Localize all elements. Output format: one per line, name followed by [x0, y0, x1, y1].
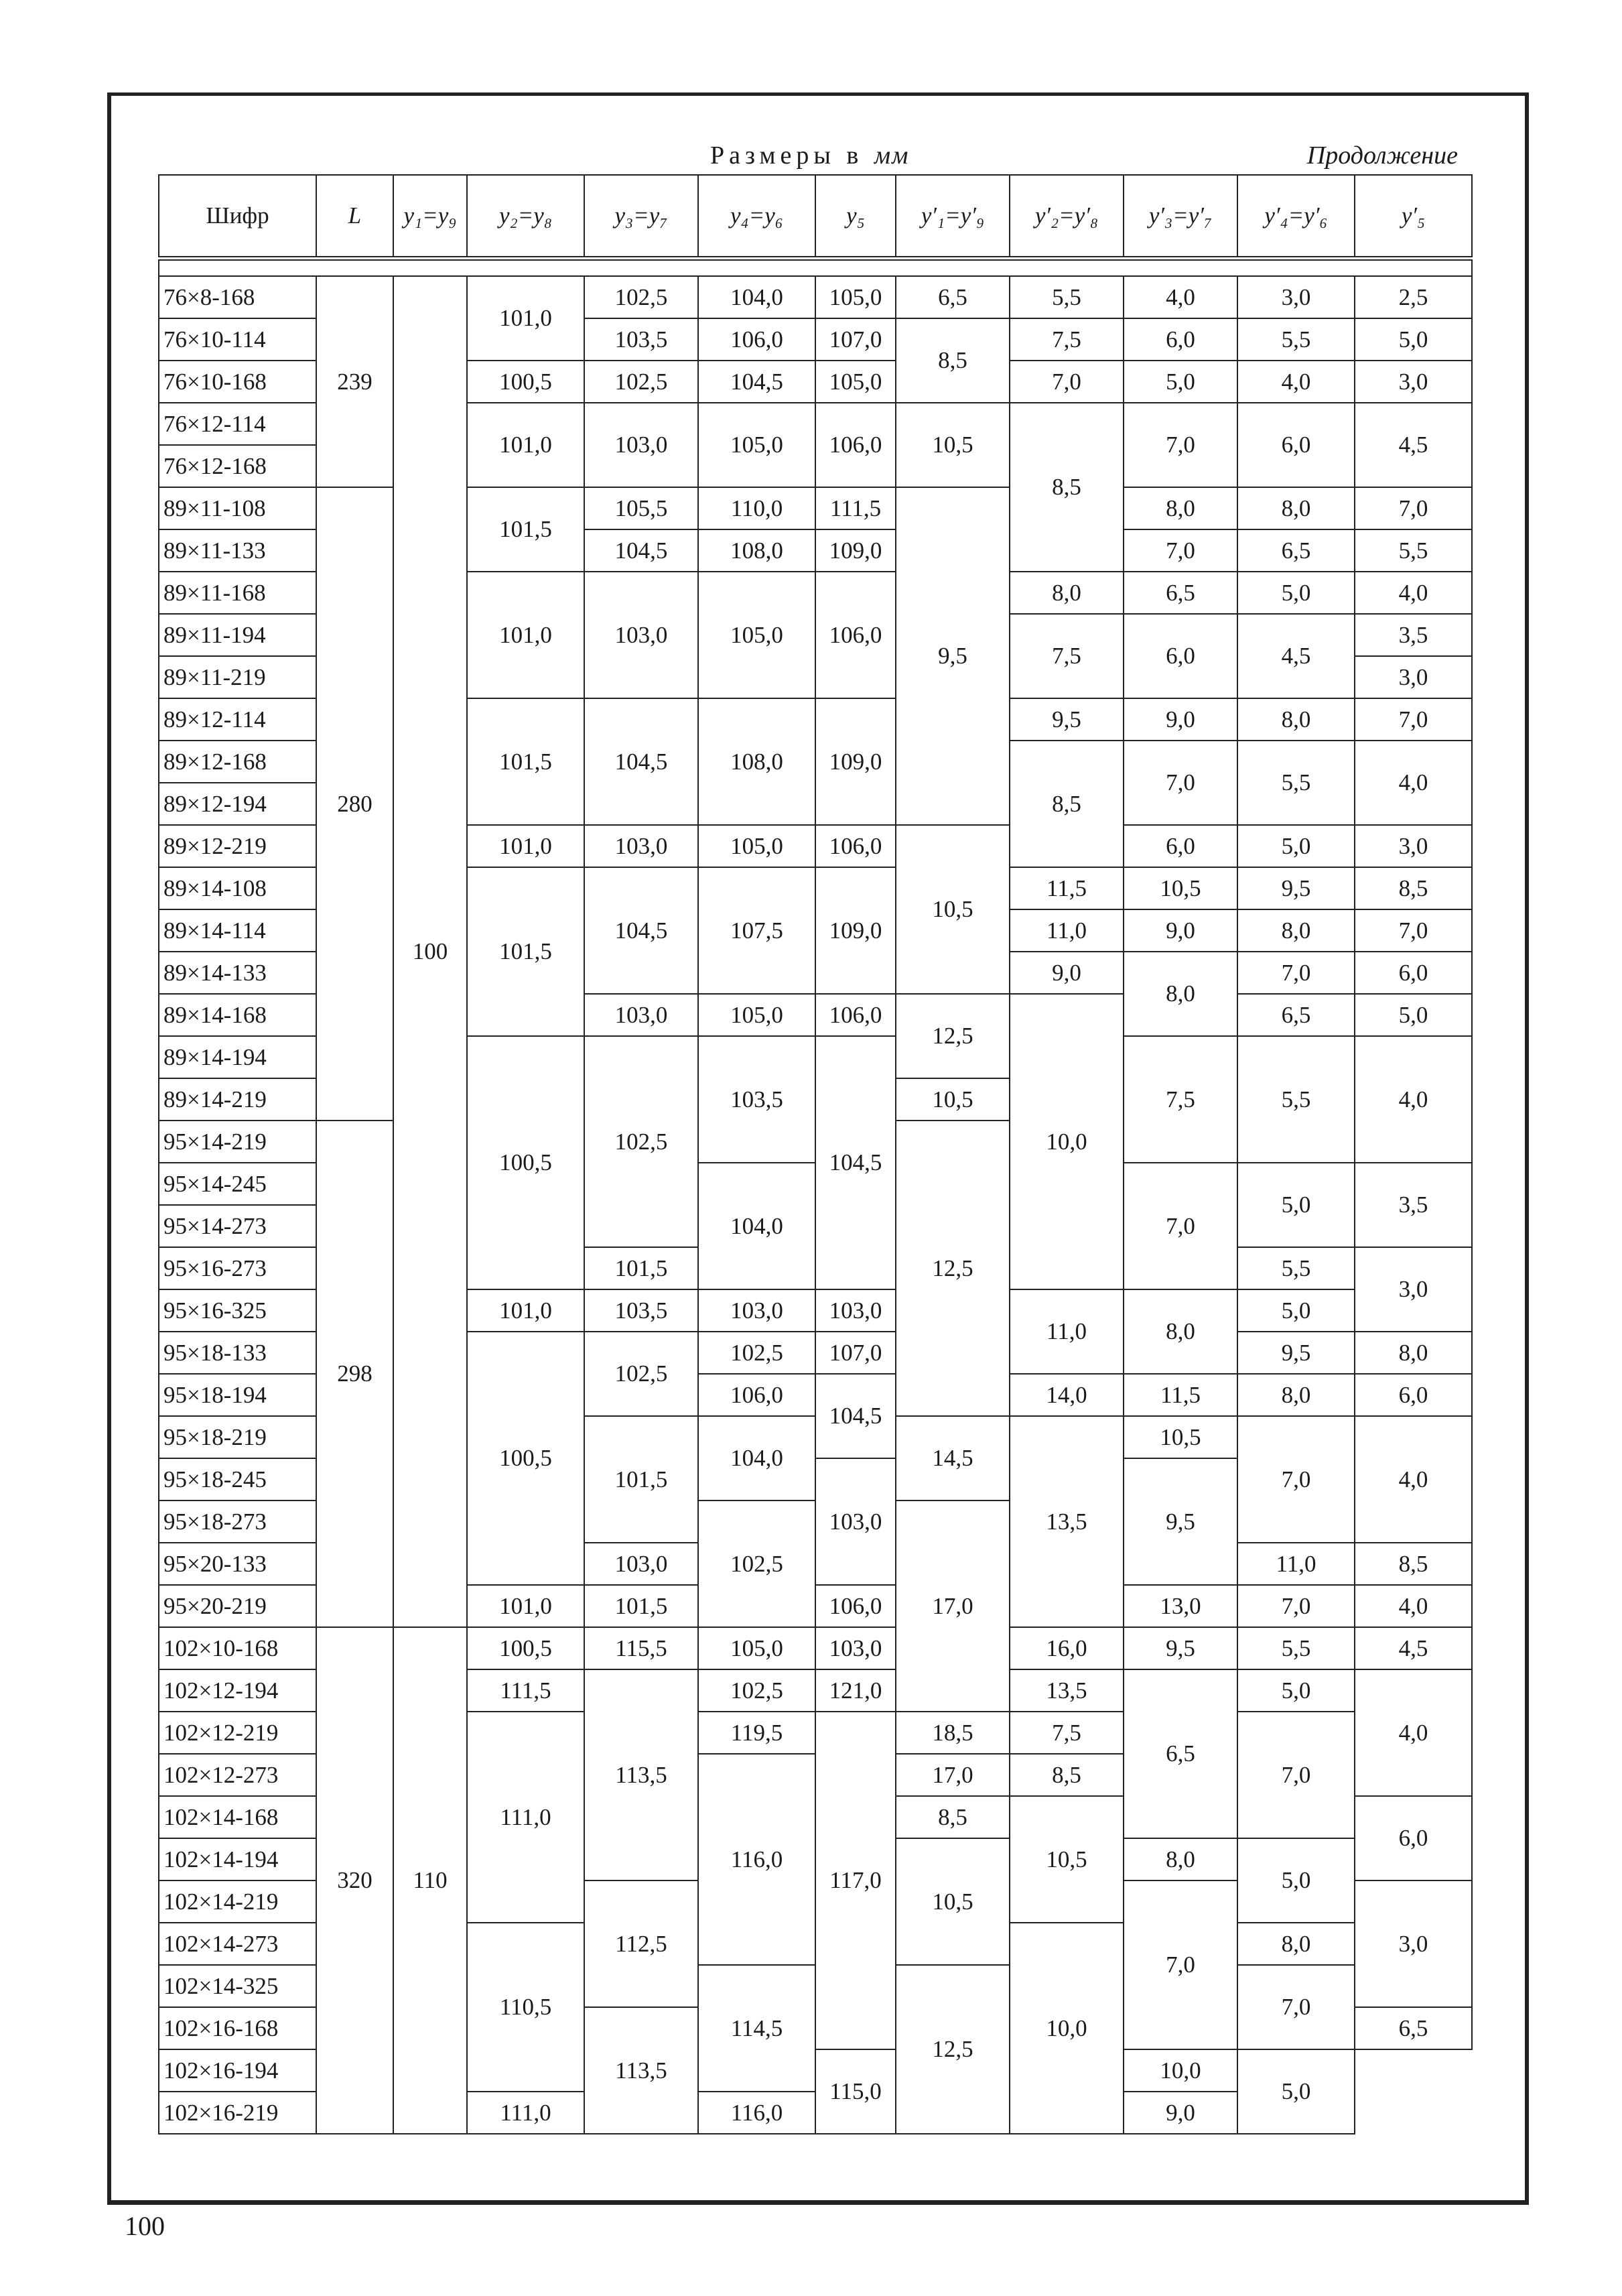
caption-prefix: Размеры в: [710, 141, 874, 170]
table-caption: [710, 141, 909, 170]
cell-yp5: 4,0: [1355, 1416, 1472, 1543]
cell-yp5: 3,0: [1355, 1880, 1472, 2007]
cell-y2-y8: 111,5: [467, 1669, 584, 1712]
cell-y5: 103,0: [815, 1458, 896, 1585]
col-y2-y8: y₂=y₈: [467, 175, 584, 259]
cell-y4-y6: 119,5: [698, 1712, 815, 1754]
cell-y4-y6: 104,0: [698, 276, 815, 318]
cell-y2-y8: 100,5: [467, 1627, 584, 1669]
cell-yp2-yp8: 14,0: [1010, 1374, 1124, 1416]
cell-yp3-yp7: 11,5: [1124, 1374, 1237, 1416]
cell-L: 320: [316, 1627, 393, 2134]
cell-y2-y8: 101,0: [467, 1585, 584, 1627]
cell-yp3-yp7: 6,5: [1124, 1669, 1237, 1838]
cell-yp2-yp8: 5,5: [1010, 276, 1124, 318]
cell-y5: 105,0: [815, 276, 896, 318]
cell-yp3-yp7: 6,5: [1124, 572, 1237, 614]
cell-yp4-yp6: 5,0: [1237, 572, 1355, 614]
cell-y1-y9: 100: [393, 276, 467, 1627]
cell-y2-y8: 101,0: [467, 825, 584, 867]
cell-code: 89×12-168: [159, 741, 316, 783]
header-spacer: [159, 259, 1472, 277]
cell-yp4-yp6: 5,5: [1237, 1247, 1355, 1289]
cell-yp4-yp6: 5,0: [1237, 825, 1355, 867]
cell-yp4-yp6: 5,0: [1237, 1669, 1355, 1712]
cell-code: 89×14-194: [159, 1036, 316, 1078]
cell-L: 280: [316, 487, 393, 1121]
cell-yp5: 7,0: [1355, 909, 1472, 952]
col-y3-y7: y₃=y₇: [584, 175, 698, 259]
cell-y2-y8: 111,0: [467, 1712, 584, 1923]
table-row: [159, 1627, 1472, 1669]
cell-yp4-yp6: 7,0: [1237, 1712, 1355, 1838]
cell-yp5: 6,0: [1355, 1374, 1472, 1416]
cell-yp5: 6,5: [1355, 2007, 1472, 2049]
cell-yp3-yp7: 8,0: [1124, 952, 1237, 1036]
cell-yp2-yp8: 8,0: [1010, 572, 1124, 614]
cell-yp2-yp8: 10,5: [1010, 1796, 1124, 1923]
cell-y3-y7: 112,5: [584, 1880, 698, 2007]
cell-yp5: 3,0: [1355, 825, 1472, 867]
cell-yp2-yp8: 7,5: [1010, 318, 1124, 361]
cell-y3-y7: 104,5: [584, 698, 698, 825]
cell-y2-y8: 101,5: [467, 698, 584, 825]
cell-y4-y6: 102,5: [698, 1332, 815, 1374]
cell-code: 76×12-168: [159, 445, 316, 487]
cell-y5: 121,0: [815, 1669, 896, 1712]
cell-code: 89×14-114: [159, 909, 316, 952]
cell-code: 95×18-219: [159, 1416, 316, 1458]
cell-yp3-yp7: 7,0: [1124, 1880, 1237, 2049]
cell-y2-y8: 100,5: [467, 1036, 584, 1289]
cell-y5: 111,5: [815, 487, 896, 529]
cell-code: 95×14-219: [159, 1121, 316, 1163]
col-yp4-yp6: y′₄=y′₆: [1237, 175, 1355, 259]
cell-y5: 109,0: [815, 867, 896, 994]
page-number: 100: [125, 2211, 165, 2241]
cell-yp5: 4,5: [1355, 1627, 1472, 1669]
cell-code: 89×14-219: [159, 1078, 316, 1121]
cell-code: 95×20-219: [159, 1585, 316, 1627]
cell-yp2-yp8: 11,0: [1010, 909, 1124, 952]
cell-code: 102×12-273: [159, 1754, 316, 1796]
cell-yp3-yp7: 9,0: [1124, 698, 1237, 741]
cell-yp4-yp6: 8,0: [1237, 698, 1355, 741]
cell-yp4-yp6: 6,5: [1237, 529, 1355, 572]
cell-y3-y7: 105,5: [584, 487, 698, 529]
cell-y3-y7: 103,0: [584, 403, 698, 487]
cell-code: 95×14-245: [159, 1163, 316, 1205]
cell-code: 102×16-194: [159, 2049, 316, 2092]
cell-y3-y7: 103,0: [584, 994, 698, 1036]
cell-yp4-yp6: 7,0: [1237, 1965, 1355, 2049]
cell-yp5: 3,0: [1355, 656, 1472, 698]
cell-y5: 104,5: [815, 1036, 896, 1289]
cell-yp4-yp6: 8,0: [1237, 487, 1355, 529]
cell-yp5: 4,5: [1355, 403, 1472, 487]
col-code: Шифр: [159, 175, 316, 259]
cell-y4-y6: 116,0: [698, 1754, 815, 1965]
cell-y2-y8: 100,5: [467, 361, 584, 403]
cell-yp4-yp6: 8,0: [1237, 909, 1355, 952]
cell-y5: 106,0: [815, 403, 896, 487]
cell-yp4-yp6: 11,0: [1237, 1543, 1355, 1585]
cell-yp2-yp8: 11,5: [1010, 867, 1124, 909]
cell-yp4-yp6: 5,5: [1237, 1627, 1355, 1669]
cell-code: 95×18-273: [159, 1501, 316, 1543]
cell-y3-y7: 103,5: [584, 318, 698, 361]
cell-y2-y8: 101,5: [467, 487, 584, 572]
cell-code: 89×11-219: [159, 656, 316, 698]
cell-yp2-yp8: 9,5: [1010, 698, 1124, 741]
col-y5: y₅: [815, 175, 896, 259]
table-body: [159, 259, 1472, 2134]
cell-yp1-yp9: 17,0: [896, 1754, 1010, 1796]
cell-yp3-yp7: 9,0: [1124, 2092, 1237, 2134]
cell-y3-y7: 102,5: [584, 1332, 698, 1416]
cell-y3-y7: 101,5: [584, 1247, 698, 1289]
cell-y2-y8: 101,0: [467, 276, 584, 361]
cell-y2-y8: 101,5: [467, 867, 584, 1036]
cell-code: 95×16-325: [159, 1289, 316, 1332]
cell-y3-y7: 102,5: [584, 276, 698, 318]
cell-y4-y6: 104,5: [698, 361, 815, 403]
continued-label: Продолжение: [1306, 141, 1458, 170]
cell-yp4-yp6: 6,5: [1237, 994, 1355, 1036]
cell-y4-y6: 105,0: [698, 572, 815, 698]
cell-yp3-yp7: 10,5: [1124, 1416, 1237, 1458]
cell-y5: 106,0: [815, 1585, 896, 1627]
cell-code: 95×20-133: [159, 1543, 316, 1585]
cell-y5: 106,0: [815, 572, 896, 698]
cell-yp4-yp6: 3,0: [1237, 276, 1355, 318]
cell-yp4-yp6: 5,0: [1237, 1163, 1355, 1247]
cell-yp3-yp7: 8,0: [1124, 1838, 1237, 1880]
cell-yp3-yp7: 9,5: [1124, 1627, 1237, 1669]
cell-yp3-yp7: 7,5: [1124, 1036, 1237, 1163]
header-row: [159, 175, 1472, 259]
cell-y2-y8: 101,0: [467, 1289, 584, 1332]
cell-code: 89×14-133: [159, 952, 316, 994]
cell-yp4-yp6: 8,0: [1237, 1923, 1355, 1965]
cell-yp5: 6,0: [1355, 952, 1472, 994]
cell-yp4-yp6: 4,5: [1237, 614, 1355, 698]
cell-y4-y6: 102,5: [698, 1669, 815, 1712]
cell-y2-y8: 111,0: [467, 2092, 584, 2134]
cell-yp4-yp6: 9,5: [1237, 867, 1355, 909]
cell-code: 102×14-168: [159, 1796, 316, 1838]
cell-yp5: 3,5: [1355, 614, 1472, 656]
col-yp3-yp7: y′₃=y′₇: [1124, 175, 1237, 259]
cell-yp1-yp9: 8,5: [896, 1796, 1010, 1838]
cell-yp2-yp8: 9,0: [1010, 952, 1124, 994]
cell-code: 89×12-114: [159, 698, 316, 741]
cell-y5: 103,0: [815, 1289, 896, 1332]
cell-y3-y7: 113,5: [584, 1669, 698, 1880]
col-yp2-yp8: y′₂=y′₈: [1010, 175, 1124, 259]
cell-y4-y6: 102,5: [698, 1501, 815, 1627]
cell-y4-y6: 103,5: [698, 1036, 815, 1163]
cell-code: 102×12-194: [159, 1669, 316, 1712]
cell-yp5: 7,0: [1355, 487, 1472, 529]
cell-yp3-yp7: 7,0: [1124, 529, 1237, 572]
cell-y4-y6: 105,0: [698, 825, 815, 867]
table-row: [159, 487, 1472, 529]
cell-y3-y7: 101,5: [584, 1585, 698, 1627]
table-row: [159, 276, 1472, 318]
cell-yp3-yp7: 6,0: [1124, 318, 1237, 361]
dimensions-table: [158, 174, 1473, 2134]
cell-code: 76×8-168: [159, 276, 316, 318]
cell-yp2-yp8: 11,0: [1010, 1289, 1124, 1374]
cell-y3-y7: 104,5: [584, 867, 698, 994]
cell-yp2-yp8: 8,5: [1010, 741, 1124, 867]
cell-yp1-yp9: 10,5: [896, 825, 1010, 994]
cell-y4-y6: 105,0: [698, 1627, 815, 1669]
cell-yp3-yp7: 7,0: [1124, 403, 1237, 487]
cell-y4-y6: 108,0: [698, 698, 815, 825]
cell-y3-y7: 115,5: [584, 1627, 698, 1669]
cell-code: 95×16-273: [159, 1247, 316, 1289]
cell-yp5: 4,0: [1355, 1669, 1472, 1796]
cell-yp4-yp6: 5,0: [1237, 1289, 1355, 1332]
cell-y5: 109,0: [815, 698, 896, 825]
cell-y4-y6: 104,0: [698, 1163, 815, 1289]
cell-yp2-yp8: 7,5: [1010, 614, 1124, 698]
cell-code: 102×14-219: [159, 1880, 316, 1923]
cell-y4-y6: 104,0: [698, 1416, 815, 1501]
cell-yp5: 8,5: [1355, 867, 1472, 909]
cell-y4-y6: 105,0: [698, 403, 815, 487]
cell-code: 89×14-108: [159, 867, 316, 909]
cell-yp2-yp8: 13,5: [1010, 1669, 1124, 1712]
cell-yp4-yp6: 5,5: [1237, 318, 1355, 361]
cell-yp4-yp6: 7,0: [1237, 952, 1355, 994]
cell-y4-y6: 107,5: [698, 867, 815, 994]
cell-y2-y8: 110,5: [467, 1923, 584, 2092]
cell-y5: 107,0: [815, 318, 896, 361]
cell-yp3-yp7: 9,0: [1124, 909, 1237, 952]
cell-code: 95×18-133: [159, 1332, 316, 1374]
cell-y3-y7: 104,5: [584, 529, 698, 572]
cell-code: 76×10-168: [159, 361, 316, 403]
cell-y4-y6: 106,0: [698, 1374, 815, 1416]
cell-yp1-yp9: 10,5: [896, 1838, 1010, 1965]
cell-yp3-yp7: 6,0: [1124, 825, 1237, 867]
col-y1-y9: y₁=y₉: [393, 175, 467, 259]
cell-y4-y6: 105,0: [698, 994, 815, 1036]
cell-y4-y6: 116,0: [698, 2092, 815, 2134]
cell-yp5: 6,0: [1355, 1796, 1472, 1880]
cell-code: 89×11-168: [159, 572, 316, 614]
cell-yp2-yp8: 13,5: [1010, 1416, 1124, 1627]
cell-yp3-yp7: 7,0: [1124, 1163, 1237, 1289]
cell-code: 102×14-273: [159, 1923, 316, 1965]
cell-yp3-yp7: 8,0: [1124, 1289, 1237, 1374]
cell-yp3-yp7: 5,0: [1124, 361, 1237, 403]
cell-code: 89×11-194: [159, 614, 316, 656]
cell-yp1-yp9: 9,5: [896, 487, 1010, 825]
cell-y5: 109,0: [815, 529, 896, 572]
cell-yp3-yp7: 10,0: [1124, 2049, 1237, 2092]
cell-y5: 107,0: [815, 1332, 896, 1374]
cell-y3-y7: 102,5: [584, 361, 698, 403]
cell-code: 102×14-325: [159, 1965, 316, 2007]
cell-yp1-yp9: 17,0: [896, 1501, 1010, 1712]
cell-yp5: 4,0: [1355, 572, 1472, 614]
cell-yp2-yp8: 7,0: [1010, 361, 1124, 403]
cell-yp4-yp6: 5,5: [1237, 1036, 1355, 1163]
cell-yp1-yp9: 12,5: [896, 1965, 1010, 2134]
col-y4-y6: y₄=y₆: [698, 175, 815, 259]
cell-yp3-yp7: 8,0: [1124, 487, 1237, 529]
caption-unit: мм: [874, 141, 910, 170]
cell-yp4-yp6: 7,0: [1237, 1416, 1355, 1543]
cell-code: 102×16-168: [159, 2007, 316, 2049]
cell-yp1-yp9: 10,5: [896, 1078, 1010, 1121]
cell-code: 102×16-219: [159, 2092, 316, 2134]
cell-y5: 106,0: [815, 994, 896, 1036]
cell-code: 76×10-114: [159, 318, 316, 361]
cell-yp5: 4,0: [1355, 741, 1472, 825]
cell-yp3-yp7: 10,5: [1124, 867, 1237, 909]
cell-yp4-yp6: 6,0: [1237, 403, 1355, 487]
cell-yp5: 5,5: [1355, 529, 1472, 572]
cell-yp3-yp7: 6,0: [1124, 614, 1237, 698]
cell-yp5: 5,0: [1237, 2049, 1355, 2134]
cell-yp4-yp6: 5,0: [1237, 1838, 1355, 1923]
cell-y3-y7: 103,5: [584, 1289, 698, 1332]
cell-yp2-yp8: 10,0: [1010, 1923, 1124, 2134]
cell-code: 89×11-133: [159, 529, 316, 572]
cell-y3-y7: 113,5: [584, 2007, 698, 2134]
col-yp5: y′₅: [1355, 175, 1472, 259]
cell-code: 89×12-219: [159, 825, 316, 867]
cell-yp1-yp9: 14,5: [896, 1416, 1010, 1501]
cell-y3-y7: 102,5: [584, 1036, 698, 1247]
cell-L: 298: [316, 1121, 393, 1627]
cell-y1-y9: 110: [393, 1627, 467, 2134]
cell-yp2-yp8: 7,5: [1010, 1712, 1124, 1754]
cell-code: 102×14-194: [159, 1838, 316, 1880]
cell-yp2-yp8: 10,0: [1010, 994, 1124, 1289]
cell-yp5: 2,5: [1355, 276, 1472, 318]
cell-code: 89×11-108: [159, 487, 316, 529]
cell-yp4-yp6: 4,0: [1237, 361, 1355, 403]
cell-yp3-yp7: 4,0: [1124, 276, 1237, 318]
cell-y3-y7: 103,0: [584, 1543, 698, 1585]
cell-yp3-yp7: 9,5: [1124, 1458, 1237, 1585]
cell-yp1-yp9: 12,5: [896, 1121, 1010, 1416]
cell-y4-y6: 108,0: [698, 529, 815, 572]
cell-code: 89×12-194: [159, 783, 316, 825]
cell-yp4-yp6: 8,0: [1237, 1374, 1355, 1416]
cell-y2-y8: 100,5: [467, 1332, 584, 1585]
cell-yp1-yp9: 18,5: [896, 1712, 1010, 1754]
cell-yp3-yp7: 7,0: [1124, 741, 1237, 825]
cell-yp3-yp7: 13,0: [1124, 1585, 1237, 1627]
cell-yp4-yp6: 9,5: [1237, 1332, 1355, 1374]
cell-y4-y6: 103,0: [698, 1289, 815, 1332]
cell-yp2-yp8: 8,5: [1010, 403, 1124, 572]
cell-yp1-yp9: 8,5: [896, 318, 1010, 403]
cell-yp1-yp9: 10,5: [896, 403, 1010, 487]
cell-yp5: 7,0: [1355, 698, 1472, 741]
cell-y3-y7: 101,5: [584, 1416, 698, 1543]
cell-yp1-yp9: 12,5: [896, 994, 1010, 1078]
cell-yp5: 5,0: [1355, 994, 1472, 1036]
cell-code: 95×18-245: [159, 1458, 316, 1501]
col-yp1-yp9: y′₁=y′₉: [896, 175, 1010, 259]
cell-y5: 103,0: [815, 1627, 896, 1669]
cell-y5: 115,0: [815, 2049, 896, 2134]
cell-y2-y8: 101,0: [467, 572, 584, 698]
cell-yp5: 3,5: [1355, 1163, 1472, 1247]
cell-y2-y8: 101,0: [467, 403, 584, 487]
cell-code: 95×14-273: [159, 1205, 316, 1247]
cell-yp5: 5,0: [1355, 318, 1472, 361]
col-L: L: [316, 175, 393, 259]
cell-y5: 104,5: [815, 1374, 896, 1458]
cell-yp5: 4,0: [1355, 1585, 1472, 1627]
cell-yp5: 8,5: [1355, 1543, 1472, 1585]
cell-y4-y6: 114,5: [698, 1965, 815, 2092]
cell-y4-y6: 110,0: [698, 487, 815, 529]
cell-y3-y7: 103,0: [584, 825, 698, 867]
cell-yp5: 8,0: [1355, 1332, 1472, 1374]
cell-code: 102×10-168: [159, 1627, 316, 1669]
cell-yp4-yp6: 5,5: [1237, 741, 1355, 825]
cell-yp2-yp8: 8,5: [1010, 1754, 1124, 1796]
cell-code: 76×12-114: [159, 403, 316, 445]
cell-y4-y6: 106,0: [698, 318, 815, 361]
cell-y5: 106,0: [815, 825, 896, 867]
cell-code: 102×12-219: [159, 1712, 316, 1754]
cell-y3-y7: 103,0: [584, 572, 698, 698]
cell-yp2-yp8: 16,0: [1010, 1627, 1124, 1669]
cell-code: 95×18-194: [159, 1374, 316, 1416]
cell-yp5: 3,0: [1355, 1247, 1472, 1332]
cell-y5: 117,0: [815, 1712, 896, 2049]
cell-yp4-yp6: 7,0: [1237, 1585, 1355, 1627]
cell-code: 89×14-168: [159, 994, 316, 1036]
cell-L: 239: [316, 276, 393, 487]
cell-yp1-yp9: 6,5: [896, 276, 1010, 318]
cell-yp5: 4,0: [1355, 1036, 1472, 1163]
cell-y5: 105,0: [815, 361, 896, 403]
cell-yp5: 3,0: [1355, 361, 1472, 403]
